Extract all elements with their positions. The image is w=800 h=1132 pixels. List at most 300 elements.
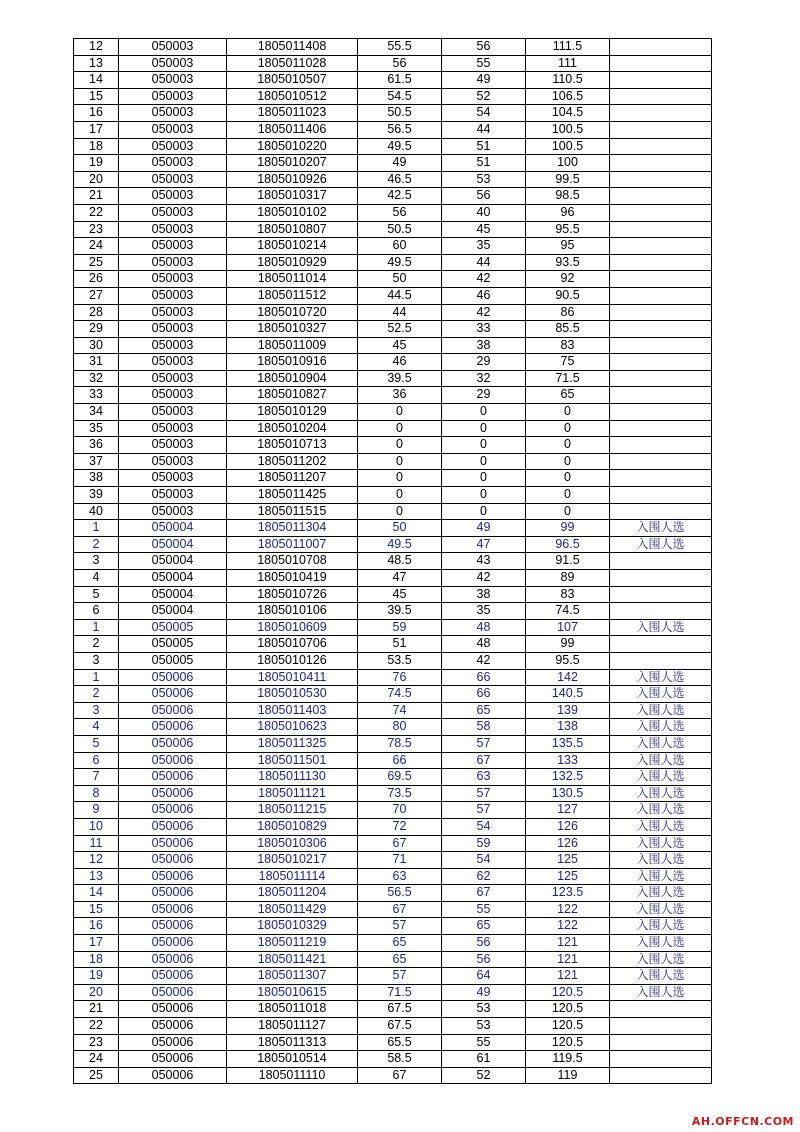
table-row (74, 503, 712, 520)
score-1-cell: 69.5 (358, 769, 442, 786)
rank-cell: 8 (74, 785, 119, 802)
position-code-cell: 050006 (119, 1018, 227, 1035)
score-2-cell: 52 (442, 1067, 526, 1084)
rank-cell: 37 (74, 453, 119, 470)
remark-cell: 入围人选 (610, 719, 712, 736)
exam-id-cell: 1805011007 (227, 536, 358, 553)
exam-id-cell: 1805010829 (227, 818, 358, 835)
score-table (73, 38, 712, 1084)
position-code-cell: 050006 (119, 868, 227, 885)
total-score-cell: 83 (526, 337, 610, 354)
rank-cell: 4 (74, 570, 119, 587)
rank-cell: 1 (74, 669, 119, 686)
total-score-cell: 71.5 (526, 370, 610, 387)
remark-cell: 入围人选 (610, 802, 712, 819)
remark-cell: 入围人选 (610, 769, 712, 786)
table-row (74, 420, 712, 437)
table-row (74, 304, 712, 321)
rank-cell: 23 (74, 221, 119, 238)
exam-id-cell: 1805010411 (227, 669, 358, 686)
exam-id-cell: 1805011421 (227, 951, 358, 968)
total-score-cell: 100.5 (526, 138, 610, 155)
position-code-cell: 050006 (119, 802, 227, 819)
rank-cell: 13 (74, 55, 119, 72)
score-1-cell: 56.5 (358, 885, 442, 902)
position-code-cell: 050003 (119, 387, 227, 404)
score-2-cell: 49 (442, 520, 526, 537)
score-2-cell: 66 (442, 686, 526, 703)
position-code-cell: 050003 (119, 304, 227, 321)
position-code-cell: 050003 (119, 155, 227, 172)
rank-cell: 36 (74, 437, 119, 454)
table-row (74, 901, 712, 918)
exam-id-cell: 1805011009 (227, 337, 358, 354)
table-row (74, 171, 712, 188)
score-2-cell: 49 (442, 72, 526, 89)
score-1-cell: 65 (358, 951, 442, 968)
remark-cell: 入围人选 (610, 935, 712, 952)
table-row (74, 636, 712, 653)
rank-cell: 4 (74, 719, 119, 736)
remark-cell (610, 238, 712, 255)
remark-cell (610, 1018, 712, 1035)
exam-id-cell: 1805010220 (227, 138, 358, 155)
score-2-cell: 56 (442, 39, 526, 56)
score-1-cell: 56 (358, 55, 442, 72)
score-1-cell: 45 (358, 337, 442, 354)
score-1-cell: 72 (358, 818, 442, 835)
remark-cell (610, 188, 712, 205)
score-1-cell: 67 (358, 901, 442, 918)
remark-cell (610, 437, 712, 454)
score-2-cell: 44 (442, 254, 526, 271)
position-code-cell: 050006 (119, 852, 227, 869)
score-2-cell: 52 (442, 88, 526, 105)
score-1-cell: 0 (358, 437, 442, 454)
score-2-cell: 35 (442, 238, 526, 255)
exam-id-cell: 1805010327 (227, 321, 358, 338)
score-2-cell: 0 (442, 470, 526, 487)
remark-cell (610, 553, 712, 570)
rank-cell: 1 (74, 520, 119, 537)
exam-id-cell: 1805010317 (227, 188, 358, 205)
total-score-cell: 120.5 (526, 984, 610, 1001)
exam-id-cell: 1805011202 (227, 453, 358, 470)
rank-cell: 31 (74, 354, 119, 371)
table-row (74, 188, 712, 205)
rank-cell: 30 (74, 337, 119, 354)
score-2-cell: 33 (442, 321, 526, 338)
score-2-cell: 42 (442, 271, 526, 288)
rank-cell: 39 (74, 487, 119, 504)
score-1-cell: 0 (358, 453, 442, 470)
remark-cell (610, 570, 712, 587)
score-2-cell: 0 (442, 503, 526, 520)
table-row (74, 586, 712, 603)
total-score-cell: 95.5 (526, 652, 610, 669)
score-2-cell: 35 (442, 603, 526, 620)
total-score-cell: 125 (526, 852, 610, 869)
score-1-cell: 70 (358, 802, 442, 819)
total-score-cell: 122 (526, 918, 610, 935)
rank-cell: 12 (74, 39, 119, 56)
remark-cell: 入围人选 (610, 536, 712, 553)
total-score-cell: 0 (526, 487, 610, 504)
score-2-cell: 47 (442, 536, 526, 553)
table-row (74, 935, 712, 952)
score-1-cell: 0 (358, 470, 442, 487)
rank-cell: 2 (74, 686, 119, 703)
total-score-cell: 119.5 (526, 1051, 610, 1068)
table-row (74, 487, 712, 504)
score-1-cell: 39.5 (358, 370, 442, 387)
score-1-cell: 54.5 (358, 88, 442, 105)
position-code-cell: 050004 (119, 536, 227, 553)
table-row (74, 404, 712, 421)
total-score-cell: 99 (526, 636, 610, 653)
remark-cell: 入围人选 (610, 818, 712, 835)
total-score-cell: 139 (526, 702, 610, 719)
score-1-cell: 49.5 (358, 536, 442, 553)
total-score-cell: 85.5 (526, 321, 610, 338)
score-1-cell: 42.5 (358, 188, 442, 205)
rank-cell: 18 (74, 951, 119, 968)
position-code-cell: 050003 (119, 503, 227, 520)
exam-id-cell: 1805011325 (227, 735, 358, 752)
score-1-cell: 46 (358, 354, 442, 371)
remark-cell (610, 603, 712, 620)
table-row (74, 121, 712, 138)
position-code-cell: 050004 (119, 520, 227, 537)
position-code-cell: 050003 (119, 470, 227, 487)
score-1-cell: 57 (358, 968, 442, 985)
total-score-cell: 91.5 (526, 553, 610, 570)
position-code-cell: 050006 (119, 769, 227, 786)
exam-id-cell: 1805011207 (227, 470, 358, 487)
rank-cell: 33 (74, 387, 119, 404)
exam-id-cell: 1805010929 (227, 254, 358, 271)
score-1-cell: 65.5 (358, 1034, 442, 1051)
score-1-cell: 67.5 (358, 1018, 442, 1035)
score-1-cell: 57 (358, 918, 442, 935)
total-score-cell: 135.5 (526, 735, 610, 752)
score-2-cell: 43 (442, 553, 526, 570)
exam-id-cell: 1805011215 (227, 802, 358, 819)
exam-id-cell: 1805011219 (227, 935, 358, 952)
total-score-cell: 132.5 (526, 769, 610, 786)
score-1-cell: 67 (358, 835, 442, 852)
score-1-cell: 65 (358, 935, 442, 952)
table-row (74, 437, 712, 454)
score-1-cell: 66 (358, 752, 442, 769)
remark-cell (610, 586, 712, 603)
score-1-cell: 59 (358, 619, 442, 636)
total-score-cell: 106.5 (526, 88, 610, 105)
table-row (74, 686, 712, 703)
table-row (74, 1067, 712, 1084)
exam-id-cell: 1805010713 (227, 437, 358, 454)
position-code-cell: 050003 (119, 254, 227, 271)
table-row (74, 337, 712, 354)
remark-cell (610, 138, 712, 155)
table-row (74, 835, 712, 852)
score-1-cell: 74.5 (358, 686, 442, 703)
rank-cell: 15 (74, 88, 119, 105)
table-row (74, 39, 712, 56)
score-2-cell: 55 (442, 1034, 526, 1051)
remark-cell: 入围人选 (610, 702, 712, 719)
remark-cell (610, 254, 712, 271)
rank-cell: 12 (74, 852, 119, 869)
exam-id-cell: 1805010708 (227, 553, 358, 570)
total-score-cell: 133 (526, 752, 610, 769)
score-2-cell: 54 (442, 818, 526, 835)
total-score-cell: 111 (526, 55, 610, 72)
total-score-cell: 111.5 (526, 39, 610, 56)
score-2-cell: 57 (442, 802, 526, 819)
score-2-cell: 48 (442, 636, 526, 653)
total-score-cell: 93.5 (526, 254, 610, 271)
exam-id-cell: 1805010507 (227, 72, 358, 89)
score-1-cell: 50 (358, 271, 442, 288)
remark-cell: 入围人选 (610, 669, 712, 686)
score-2-cell: 38 (442, 337, 526, 354)
score-2-cell: 67 (442, 885, 526, 902)
total-score-cell: 0 (526, 404, 610, 421)
rank-cell: 25 (74, 1067, 119, 1084)
position-code-cell: 050003 (119, 370, 227, 387)
exam-id-cell: 1805011127 (227, 1018, 358, 1035)
remark-cell (610, 1051, 712, 1068)
remark-cell (610, 354, 712, 371)
score-1-cell: 67 (358, 1067, 442, 1084)
score-2-cell: 53 (442, 1001, 526, 1018)
score-1-cell: 71 (358, 852, 442, 869)
score-1-cell: 50 (358, 520, 442, 537)
score-1-cell: 44.5 (358, 287, 442, 304)
rank-cell: 29 (74, 321, 119, 338)
remark-cell (610, 420, 712, 437)
score-1-cell: 74 (358, 702, 442, 719)
exam-id-cell: 1805011114 (227, 868, 358, 885)
table-row (74, 968, 712, 985)
total-score-cell: 142 (526, 669, 610, 686)
position-code-cell: 050005 (119, 652, 227, 669)
position-code-cell: 050006 (119, 1067, 227, 1084)
total-score-cell: 126 (526, 835, 610, 852)
table-row (74, 885, 712, 902)
table-row (74, 55, 712, 72)
position-code-cell: 050003 (119, 287, 227, 304)
rank-cell: 6 (74, 752, 119, 769)
remark-cell (610, 1067, 712, 1084)
total-score-cell: 126 (526, 818, 610, 835)
exam-id-cell: 1805011501 (227, 752, 358, 769)
position-code-cell: 050005 (119, 636, 227, 653)
score-2-cell: 42 (442, 570, 526, 587)
exam-id-cell: 1805010329 (227, 918, 358, 935)
score-1-cell: 45 (358, 586, 442, 603)
position-code-cell: 050006 (119, 785, 227, 802)
rank-cell: 6 (74, 603, 119, 620)
score-1-cell: 61.5 (358, 72, 442, 89)
exam-id-cell: 1805010609 (227, 619, 358, 636)
table-row (74, 852, 712, 869)
score-1-cell: 0 (358, 404, 442, 421)
score-1-cell: 53.5 (358, 652, 442, 669)
remark-cell (610, 39, 712, 56)
exam-id-cell: 1805010615 (227, 984, 358, 1001)
exam-id-cell: 1805011023 (227, 105, 358, 122)
rank-cell: 5 (74, 735, 119, 752)
total-score-cell: 96 (526, 204, 610, 221)
exam-id-cell: 1805010126 (227, 652, 358, 669)
position-code-cell: 050006 (119, 835, 227, 852)
position-code-cell: 050006 (119, 818, 227, 835)
remark-cell (610, 652, 712, 669)
table-row (74, 769, 712, 786)
table-row (74, 1018, 712, 1035)
remark-cell: 入围人选 (610, 619, 712, 636)
score-2-cell: 65 (442, 702, 526, 719)
exam-id-cell: 1805011425 (227, 487, 358, 504)
table-row (74, 619, 712, 636)
exam-id-cell: 1805011515 (227, 503, 358, 520)
remark-cell (610, 1001, 712, 1018)
exam-id-cell: 1805010726 (227, 586, 358, 603)
total-score-cell: 120.5 (526, 1034, 610, 1051)
remark-cell: 入围人选 (610, 735, 712, 752)
remark-cell (610, 370, 712, 387)
total-score-cell: 123.5 (526, 885, 610, 902)
position-code-cell: 050004 (119, 603, 227, 620)
exam-id-cell: 1805010419 (227, 570, 358, 587)
position-code-cell: 050003 (119, 453, 227, 470)
position-code-cell: 050003 (119, 72, 227, 89)
rank-cell: 18 (74, 138, 119, 155)
exam-id-cell: 1805011014 (227, 271, 358, 288)
exam-id-cell: 1805011121 (227, 785, 358, 802)
remark-cell (610, 221, 712, 238)
total-score-cell: 86 (526, 304, 610, 321)
exam-id-cell: 1805010214 (227, 238, 358, 255)
table-row (74, 387, 712, 404)
remark-cell (610, 387, 712, 404)
score-2-cell: 44 (442, 121, 526, 138)
position-code-cell: 050003 (119, 221, 227, 238)
remark-cell (610, 171, 712, 188)
position-code-cell: 050003 (119, 121, 227, 138)
exam-id-cell: 1805010102 (227, 204, 358, 221)
score-1-cell: 55.5 (358, 39, 442, 56)
remark-cell (610, 304, 712, 321)
score-1-cell: 51 (358, 636, 442, 653)
table-row (74, 1051, 712, 1068)
rank-cell: 21 (74, 188, 119, 205)
score-1-cell: 58.5 (358, 1051, 442, 1068)
score-2-cell: 42 (442, 652, 526, 669)
exam-id-cell: 1805010827 (227, 387, 358, 404)
table-row (74, 155, 712, 172)
score-2-cell: 42 (442, 304, 526, 321)
table-row (74, 652, 712, 669)
rank-cell: 7 (74, 769, 119, 786)
score-2-cell: 64 (442, 968, 526, 985)
score-1-cell: 39.5 (358, 603, 442, 620)
table-row (74, 254, 712, 271)
exam-id-cell: 1805010720 (227, 304, 358, 321)
score-2-cell: 38 (442, 586, 526, 603)
position-code-cell: 050004 (119, 586, 227, 603)
position-code-cell: 050003 (119, 39, 227, 56)
position-code-cell: 050006 (119, 686, 227, 703)
rank-cell: 24 (74, 238, 119, 255)
score-2-cell: 29 (442, 387, 526, 404)
score-1-cell: 49 (358, 155, 442, 172)
table-row (74, 818, 712, 835)
rank-cell: 38 (74, 470, 119, 487)
score-2-cell: 55 (442, 55, 526, 72)
rank-cell: 14 (74, 885, 119, 902)
position-code-cell: 050006 (119, 935, 227, 952)
table-row (74, 470, 712, 487)
total-score-cell: 140.5 (526, 686, 610, 703)
rank-cell: 3 (74, 553, 119, 570)
remark-cell (610, 72, 712, 89)
exam-id-cell: 1805011130 (227, 769, 358, 786)
table-row (74, 271, 712, 288)
score-1-cell: 56.5 (358, 121, 442, 138)
score-1-cell: 67.5 (358, 1001, 442, 1018)
score-2-cell: 46 (442, 287, 526, 304)
table-row (74, 204, 712, 221)
score-2-cell: 59 (442, 835, 526, 852)
table-row (74, 453, 712, 470)
remark-cell (610, 453, 712, 470)
exam-id-cell: 1805011403 (227, 702, 358, 719)
score-2-cell: 0 (442, 437, 526, 454)
score-2-cell: 58 (442, 719, 526, 736)
total-score-cell: 99.5 (526, 171, 610, 188)
position-code-cell: 050006 (119, 984, 227, 1001)
score-2-cell: 67 (442, 752, 526, 769)
position-code-cell: 050003 (119, 105, 227, 122)
table-row (74, 868, 712, 885)
table-row (74, 669, 712, 686)
rank-cell: 34 (74, 404, 119, 421)
score-1-cell: 0 (358, 503, 442, 520)
exam-id-cell: 1805011110 (227, 1067, 358, 1084)
position-code-cell: 050003 (119, 354, 227, 371)
score-1-cell: 78.5 (358, 735, 442, 752)
score-2-cell: 56 (442, 188, 526, 205)
total-score-cell: 0 (526, 503, 610, 520)
total-score-cell: 104.5 (526, 105, 610, 122)
exam-id-cell: 1805010129 (227, 404, 358, 421)
total-score-cell: 90.5 (526, 287, 610, 304)
rank-cell: 17 (74, 935, 119, 952)
score-1-cell: 60 (358, 238, 442, 255)
score-2-cell: 57 (442, 735, 526, 752)
rank-cell: 11 (74, 835, 119, 852)
score-2-cell: 53 (442, 1018, 526, 1035)
table-row (74, 702, 712, 719)
remark-cell (610, 503, 712, 520)
rank-cell: 3 (74, 702, 119, 719)
rank-cell: 24 (74, 1051, 119, 1068)
exam-id-cell: 1805011028 (227, 55, 358, 72)
remark-cell: 入围人选 (610, 686, 712, 703)
